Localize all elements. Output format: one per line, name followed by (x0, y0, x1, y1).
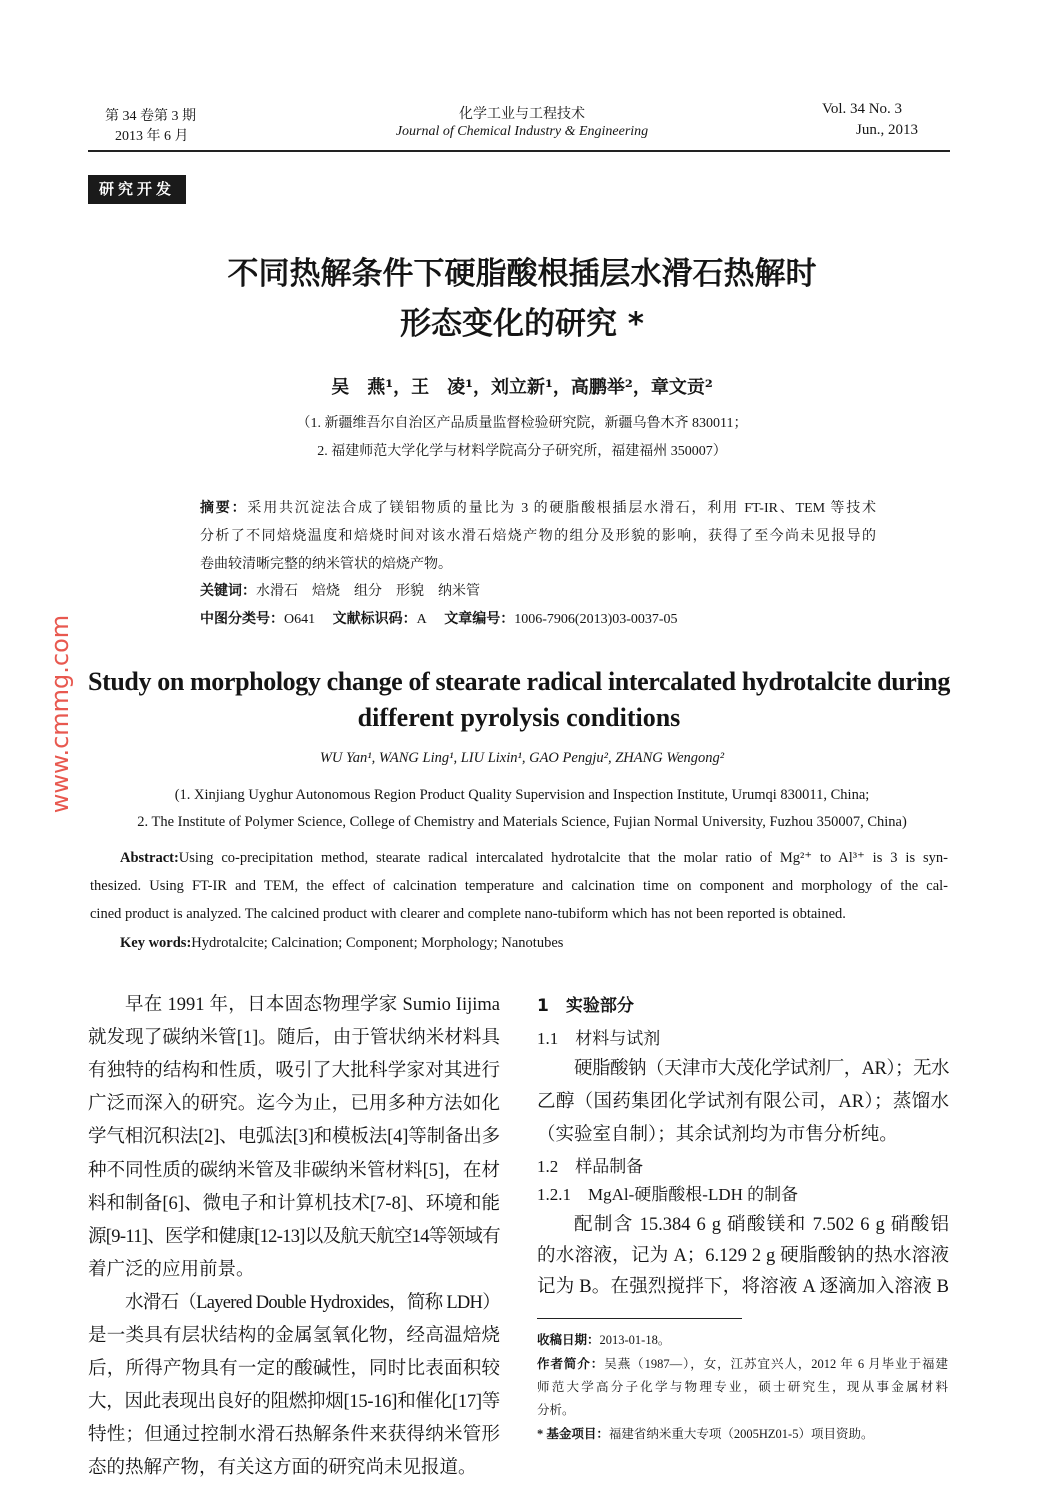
affiliation-en-1: (1. Xinjiang Uyghur Autonomous Region Product Quality Supervision and Inspection Institute, Urumqi 830011, China; (174, 787, 870, 803)
footnote-rule (537, 1318, 742, 1319)
paragraph-line: 有独特的结构和性质，吸引了大批科学家对其进行 (88, 1061, 500, 1082)
bio-line: 吴燕（1987—），女，江苏宜兴人，2012 年 6 月毕业于福建 (604, 1357, 948, 1371)
clc-label: 中图分类号： (200, 612, 284, 627)
paragraph-line: 广泛而深入的研究。迄今为止，已用多种方法如化 (88, 1094, 500, 1115)
doc-code-value: A (416, 612, 427, 627)
paragraph-line: 乙醇（国药集团化学试剂有限公司，AR）；蒸馏水 (537, 1092, 949, 1112)
paragraph-line: 是一类具有层状结构的金属氢氧化物，经高温焙烧 (88, 1326, 500, 1346)
affiliation-cn-2: 2. 福建师范大学化学与材料学院高分子研究所，福建福州 350007） (317, 444, 727, 459)
paragraph-line: 态的热解产物，有关这方面的研究尚未见报道。 (88, 1458, 477, 1479)
heading-1-2-1: 1.2.1 MgAl-硬脂酸根-LDH 的制备 (537, 1185, 799, 1204)
authors-en: WU Yan¹, WANG Ling¹, LIU Lixin¹, GAO Pengju², ZHANG Wengong² (319, 750, 725, 766)
paragraph-line: （实验室自制）；其余试剂均为市售分析纯。 (537, 1125, 898, 1145)
bio-line: 分析。 (537, 1403, 575, 1417)
journal-title-cn: 化学工业与工程技术 (459, 107, 585, 122)
watermark: www.cmmg.com (46, 614, 74, 814)
title-cn-line-2: 形态变化的研究 * (399, 306, 644, 342)
abstract-line: 分析了不同焙烧温度和焙烧时间对该水滑石焙烧产物的组分及形貌的影响，获得了至今尚未见报导的 (200, 529, 876, 544)
abstract-en-line: Using co-precipitation method, stearate radical intercalated hydrotalcite that the molar ratio of Mg²⁺ to Al³⁺ is 3 is syn- (178, 850, 948, 866)
paragraph-line: 水滑石（Layered Double Hydroxides，简称 LDH） (125, 1292, 500, 1313)
abstract-en-line: thesized. Using FT-IR and TEM, the effect of calcination temperature and calcination time on component and morphology of the cal- (90, 878, 948, 894)
paragraph-line: 的水溶液，记为 A；6.129 2 g 硬脂酸钠的热水溶液 (537, 1246, 949, 1266)
date-cn: 2013 年 6 月 (115, 129, 189, 144)
paragraph-line: 种不同性质的碳纳米管及非碳纳米管材料[5]，在材 (88, 1160, 500, 1181)
abstract-line: 采用共沉淀法合成了镁铝物质的量比为 3 的硬脂酸根插层水滑石，利用 FT-IR、TEM 等技术 (247, 501, 876, 516)
heading-1: 1 实验部分 (537, 996, 634, 1016)
title-en-line-2: different pyrolysis conditions (357, 703, 681, 732)
received-label: 收稿日期： (537, 1333, 600, 1347)
volume-issue-cn: 第 34 卷第 3 期 (105, 109, 196, 124)
keywords-en-label: Key words: (120, 935, 192, 951)
paragraph-line: 硬脂酸钠（天津市大茂化学试剂厂，AR）；无水 (574, 1059, 949, 1079)
journal-title-en: Journal of Chemical Industry & Engineering (395, 124, 649, 139)
paragraph-line: 学气相沉积法[2]、电弧法[3]和模板法[4]等制备出多 (88, 1127, 500, 1148)
keywords-en: Hydrotalcite; Calcination; Component; Morphology; Nanotubes (191, 935, 564, 951)
paragraph-line: 源[9-11]、医学和健康[12-13]以及航天航空14等领域有 (88, 1226, 500, 1247)
doc-code-label: 文献标识码： (332, 612, 417, 627)
paragraph-line: 后，所得产物具有一定的酸碱性，同时比表面积较 (88, 1359, 500, 1380)
paragraph-line: 特性；但通过控制水滑石热解条件来获得纳米管形 (88, 1425, 500, 1446)
volume-issue-en: Vol. 34 No. 3 (822, 101, 902, 117)
fund-label: * 基金项目： (537, 1427, 609, 1441)
heading-1-1: 1.1 材料与试剂 (537, 1029, 661, 1048)
paragraph-line: 记为 B。在强烈搅拌下，将溶液 A 逐滴加入溶液 B (537, 1277, 949, 1297)
abstract-label: 摘要： (200, 501, 248, 516)
paragraph-line: 料和制备[6]、微电子和计算机技术[7-8]、环境和能 (88, 1193, 500, 1214)
abstract-en-line: cined product is analyzed. The calcined product with clearer and complete nano-tubiform which has not been reported is obtained. (90, 906, 846, 922)
paragraph-line: 就发现了碳纳米管[1]。随后，由于管状纳米材料具 (88, 1028, 500, 1049)
paragraph-line: 早在 1991 年，日本固态物理学家 Sumio Iijima (125, 995, 500, 1015)
clc-value: O641 (284, 612, 316, 627)
title-cn-line-1: 不同热解条件下硬脂酸根插层水滑石热解时 (227, 256, 817, 292)
affiliation-cn-1: （1. 新疆维吾尔自治区产品质量监督检验研究院，新疆乌鲁木齐 830011； (296, 416, 748, 431)
fund-text: 福建省纳米重大专项（2005HZ01-5）项目资助。 (608, 1427, 874, 1441)
section-tag: 研究开发 (88, 175, 186, 204)
keywords: 水滑石 焙烧 组分 形貌 纳米管 (256, 584, 480, 599)
paragraph-line: 配制含 15.384 6 g 硝酸镁和 7.502 6 g 硝酸铝 (574, 1215, 949, 1235)
authors-cn: 吴 燕¹，王 凌¹，刘立新¹，高鹏举²，章文贡² (331, 377, 713, 398)
affiliation-en-2: 2. The Institute of Polymer Science, College of Chemistry and Materials Science, Fujian Normal University, Fuzhou 350007, China) (137, 814, 907, 830)
bio-line: 师范大学高分子化学与物理专业，硕士研究生，现从事金属材料 (537, 1380, 948, 1394)
article-no-label: 文章编号： (444, 612, 515, 627)
paragraph-line: 着广泛的应用前景。 (88, 1259, 255, 1280)
header-rule (88, 150, 950, 152)
keywords-label: 关键词： (200, 584, 256, 599)
received-date: 2013-01-18。 (599, 1333, 671, 1347)
heading-1-2: 1.2 样品制备 (537, 1157, 644, 1176)
date-en: Jun., 2013 (856, 122, 918, 138)
paragraph-line: 大，因此表现出良好的阻燃抑烟[15-16]和催化[17]等 (88, 1392, 500, 1413)
abstract-line: 卷曲较清晰完整的纳米管状的焙烧产物。 (200, 557, 452, 572)
title-en-line-1: Study on morphology change of stearate radical intercalated hydrotalcite during (88, 667, 950, 696)
article-no-value: 1006-7906(2013)03-0037-05 (514, 612, 678, 627)
bio-label: 作者简介： (537, 1357, 605, 1371)
abstract-en-label: Abstract: (120, 850, 179, 866)
